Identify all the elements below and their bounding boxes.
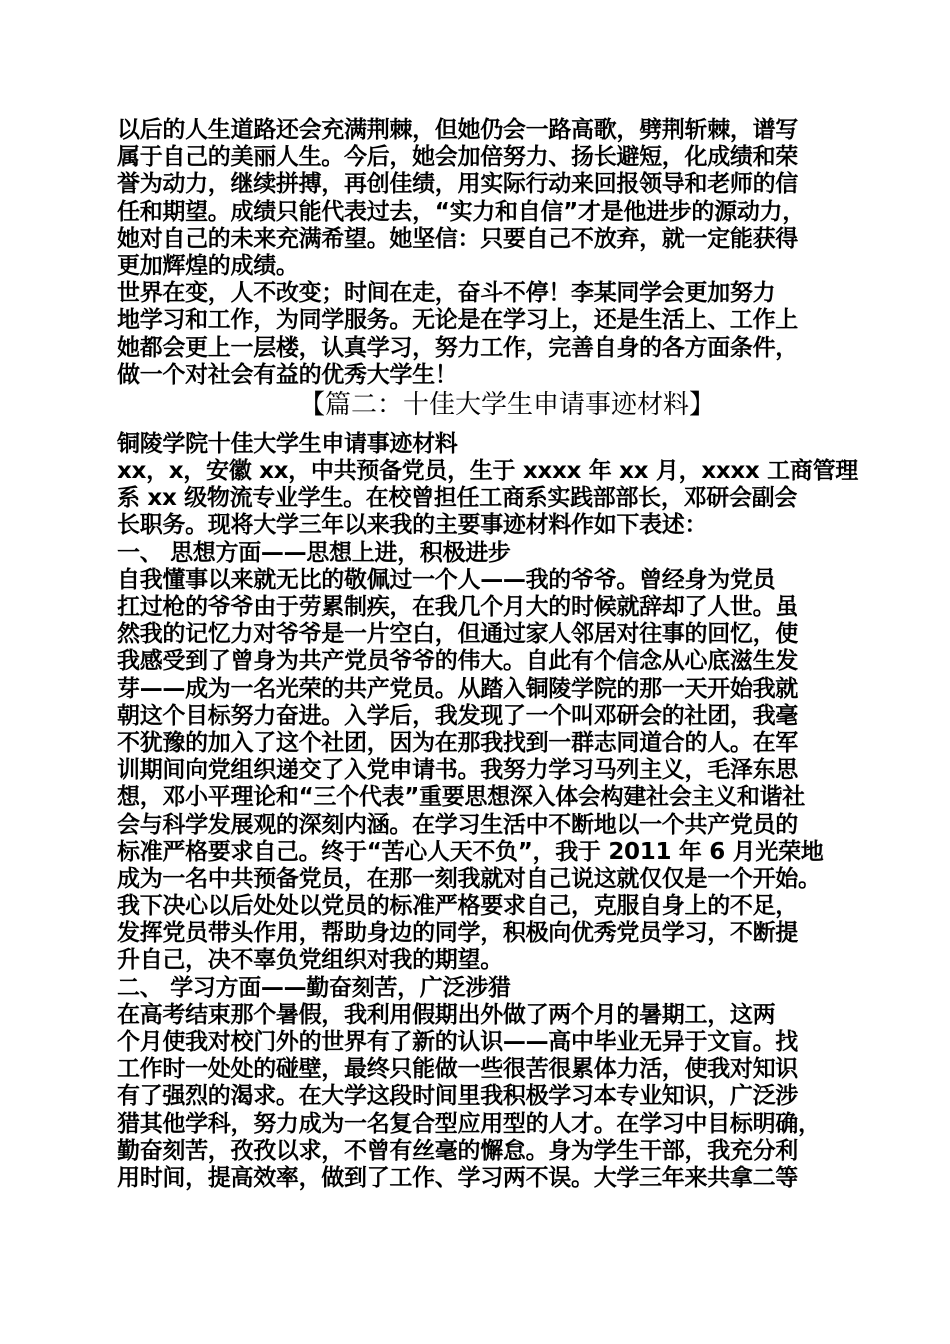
text-line: 会与科学发展观的深刻内涵。在学习生活中不断地以一个共产党员的	[117, 811, 799, 838]
text-line: 升自己，决不辜负党组织对我的期望。	[117, 947, 503, 974]
subsection-heading: 一、 思想方面——思想上进，积极进步	[117, 539, 511, 566]
text-line: 做一个对社会有益的优秀大学生！	[117, 361, 458, 388]
text-line: 更加辉煌的成绩。	[117, 252, 299, 279]
text-line: 工作时一处处的碰壁，最终只能做一些很苦很累体力活，使我对知识	[117, 1056, 799, 1083]
text-line: 不犹豫的加入了这个社团，因为在那我找到一群志同道合的人。在军	[117, 729, 799, 756]
text-line: 用时间，提高效率，做到了工作、学习两不误。大学三年来共拿二等	[117, 1164, 799, 1191]
text-line: 她都会更上一层楼，认真学习，努力工作，完善自身的各方面条件，	[117, 334, 799, 361]
text-line: xx，x，安徽 xx，中共预备党员，生于 xxxx 年 xx 月，xxxx 工商管理	[117, 458, 858, 485]
text-line: 芽——成为一名光荣的共产党员。从踏入铜陵学院的那一天开始我就	[117, 675, 799, 702]
section-heading: 【篇二：十佳大学生申请事迹材料】	[298, 389, 715, 420]
text-line: 勤奋刻苦，孜孜以求，不曾有丝毫的懈怠。身为学生干部，我充分利	[117, 1137, 799, 1164]
text-line: 属于自己的美丽人生。今后，她会加倍努力、扬长避短，化成绩和荣	[117, 144, 799, 171]
text-line: 我下决心以后处处以党员的标准严格要求自己，克服自身上的不足，	[117, 893, 799, 920]
subsection-heading: 二、 学习方面——勤奋刻苦，广泛涉猎	[117, 974, 511, 1001]
text-line: 自我懂事以来就无比的敬佩过一个人——我的爷爷。曾经身为党员	[117, 566, 776, 593]
text-line: 任和期望。成绩只能代表过去，“实力和自信”才是他进步的源动力，	[117, 198, 805, 225]
text-line: 个月使我对校门外的世界有了新的认识——高中毕业无异于文盲。找	[117, 1029, 799, 1055]
text-line: 在高考结束那个暑假，我利用假期出外做了两个月的暑期工，这两	[117, 1001, 776, 1028]
text-line: 世界在变，人不改变；时间在走，奋斗不停！李某同学会更加努力	[117, 280, 776, 307]
paragraph-block-after	[117, 431, 857, 1192]
text-line: 标准严格要求自己。终于“苦心人天不负”，我于 2011 年 6 月光荣地	[117, 838, 824, 865]
text-line: 长职务。现将大学三年以来我的主要事迹材料作如下表述：	[117, 512, 708, 539]
text-line: 以后的人生道路还会充满荆棘，但她仍会一路高歌，劈荆斩棘，谱写	[117, 117, 799, 143]
heading-spacer	[117, 424, 857, 431]
text-line: 系 xx 级物流专业学生。在校曾担任工商系实践部部长，邓研会副会	[117, 485, 798, 512]
text-line: 朝这个目标努力奋进。入学后，我发现了一个叫邓研会的社团，我毫	[117, 702, 799, 729]
text-line: 发挥党员带头作用，帮助身边的同学，积极向优秀党员学习，不断提	[117, 920, 799, 947]
text-line: 誉为动力，继续拼搏，再创佳绩，用实际行动来回报领导和老师的信	[117, 171, 799, 198]
text-line: 扛过枪的爷爷由于劳累制疾，在我几个月大的时候就辞却了人世。虽	[117, 594, 799, 620]
text-line: 成为一名中共预备党员，在那一刻我就对自己说这就仅仅是一个开始。	[117, 865, 821, 892]
text-line: 她对自己的未来充满希望。她坚信：只要自己不放弃，就一定能获得	[117, 225, 799, 252]
document-title: 铜陵学院十佳大学生申请事迹材料	[117, 430, 458, 457]
text-line: 地学习和工作，为同学服务。无论是在学习上，还是生活上、工作上	[117, 307, 799, 334]
text-line: 猎其他学科，努力成为一名复合型应用型的人才。在学习中目标明确，	[117, 1110, 821, 1137]
text-line: 训期间向党组织递交了入党申请书。我努力学习马列主义，毛泽东思	[117, 757, 799, 784]
text-line: 想，邓小平理论和“三个代表”重要思想深入体会构建社会主义和谐社	[117, 784, 805, 811]
text-line: 我感受到了曾身为共产党员爷爷的伟大。自此有个信念从心底滋生发	[117, 648, 799, 675]
text-line: 然我的记忆力对爷爷是一片空白，但通过家人邻居对往事的回忆，使	[117, 621, 799, 648]
paragraph-block-before	[117, 117, 857, 389]
document-page	[117, 117, 857, 1192]
text-line: 有了强烈的渴求。在大学这段时间里我积极学习本专业知识，广泛涉	[117, 1083, 799, 1110]
